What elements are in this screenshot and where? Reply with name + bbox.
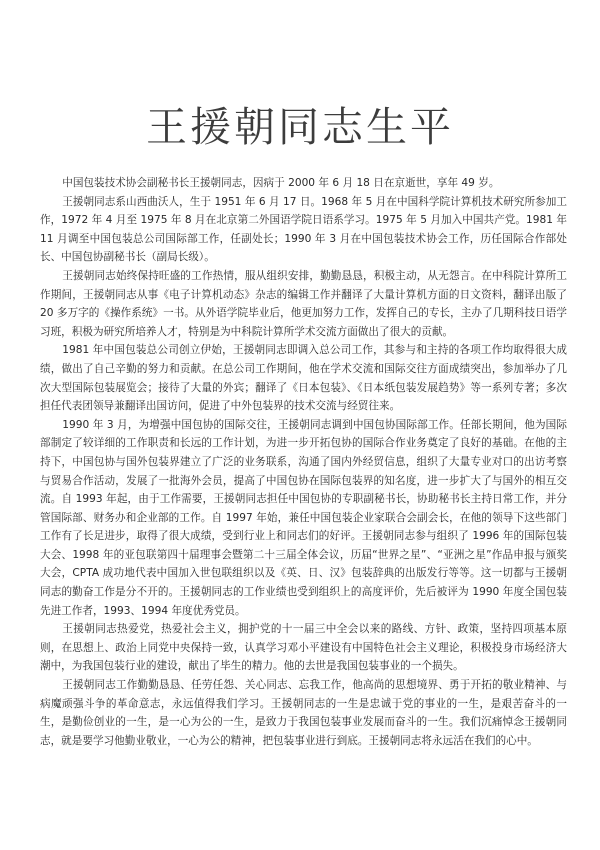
- paragraph-intro: 中国包装技术协会副秘书长王援朝同志，因病于 2000 年 6 月 18 日在京逝世，享年 49 岁。: [62, 177, 500, 189]
- paragraph-political: 王援朝同志热爱党，热爱社会主义，拥护党的十一届三中全会以来的路线、方针、政策，坚持四项基本原则，在思想上、政治上同党中央保持一致，认真学习邓小平建设有中国特色社会主义理论，积极投身市场经济大潮中，为我国包装行业的建设，献出了毕生的精力。他的去世是我国包装事业的一个损失。: [40, 623, 567, 673]
- paragraph-association-work: 1990 年 3 月，为增强中国包协的国际交往，王援朝同志调到中国包协国际部工作。任部长期间，他为国际部制定了较详细的工作职责和长远的工作计划，为进一步开拓包协的国际合作业务奠定了良好的基础。在他的主持下，中国包协与国外包装界建立了广泛的业务联系，沟通了国内外经贸信息，组织了大量专业对口的出访考察与贸易合作活动，发展了一批海外会员，提高了中国包协在国际包装界的知名度，进一步扩大了与国外的相互交流。自 1993 年起，由于工作需要，王援朝同志担任中国包协的专职副秘书长，协助秘书长主持日常工作，并分管国际部、财务办和企业部的工作。自 1997 年始，兼任中国包装企业家联合会副会长，在他的领导下这些部门工作有了长足进步，取得了很大成绩，受到行业上和同志们的好评。王援朝同志参与组织了 1996 年的国际包装大会、1998 年的亚包联第四十届理事会暨第二十三届全体会议，历届“世界之星”、“亚洲之星”作品申报与颁奖大会，CPTA 成功地代表中国加入世包联组织以及《英、日、汉》包装辞典的出版发行等等。这一切都与王援朝同志的勤奋工作是分不开的。王援朝同志的工作业绩也受到组织上的高度评价，先后被评为 1990 年度全国包装先进工作者，1993、1994 年度优秀党员。: [40, 418, 567, 617]
- document-body: [40, 174, 567, 750]
- paragraph-early-career: 王援朝同志始终保持旺盛的工作热情，服从组织安排，勤勤恳恳，积极主动，从无怨言。在中科院计算所工作期间，王援朝同志从事《电子计算机动态》杂志的编辑工作并翻译了大量计算机方面的日文资料，翻译出版了 20 多万字的《操作系统》一书。从外语学院毕业后，他更加努力工作，发挥自己的专长，主办了几期科技日语学习班，积极为研究所培养人才，特别是为中科院计算所学术交流方面做出了很大的贡献。: [40, 269, 567, 338]
- document-title: 王援朝同志生平: [146, 103, 454, 151]
- paragraph-tribute: 王援朝同志工作勤勤恳恳、任劳任怨、关心同志、忘我工作，他高尚的思想境界、勇于开拓的敬业精神、与病魔顽强斗争的革命意志，永远值得我们学习。王援朝同志的一生是忠诚于党的事业的一生，是艰苦奋斗的一生，是勤俭创业的一生，是一心为公的一生，是致力于我国包装事业发展而奋斗的一生。我们沉痛悼念王援朝同志，就是要学习他勤业敬业，一心为公的精神，把包装事业进行到底。王援朝同志将永远活在我们的心中。: [40, 679, 567, 747]
- paragraph-biography: 王援朝同志系山西曲沃人，生于 1951 年 6 月 17 日。1968 年 5 月在中国科学院计算机技术研究所参加工作，1972 年 4 月至 1975 年 8 月在北京第二外国语学院日语系学习。1975 年 5 月加入中国共产党。1981 年 11 月调至中国包装总公司国际部工作，任副处长；1990 年 3 月在中国包装技术协会工作，历任国际合作部处长、中国包协副秘书长（副局长级）。: [40, 195, 567, 264]
- paragraph-packaging-corp: 1981 年中国包装总公司创立伊始，王援朝同志即调入总公司工作，其参与和主持的各项工作均取得很大成绩，做出了自己辛勤的努力和贡献。在总公司工作期间，他在学术交流和国际交往方面成绩突出，参加举办了几次大型国际包装展览会；接待了大量的外宾；翻译了《日本包装》、《日本纸包装发展趋势》等一系列专著；多次担任代表团领导兼翻译出国访问，促进了中外包装界的技术交流与经贸往来。: [40, 344, 567, 413]
